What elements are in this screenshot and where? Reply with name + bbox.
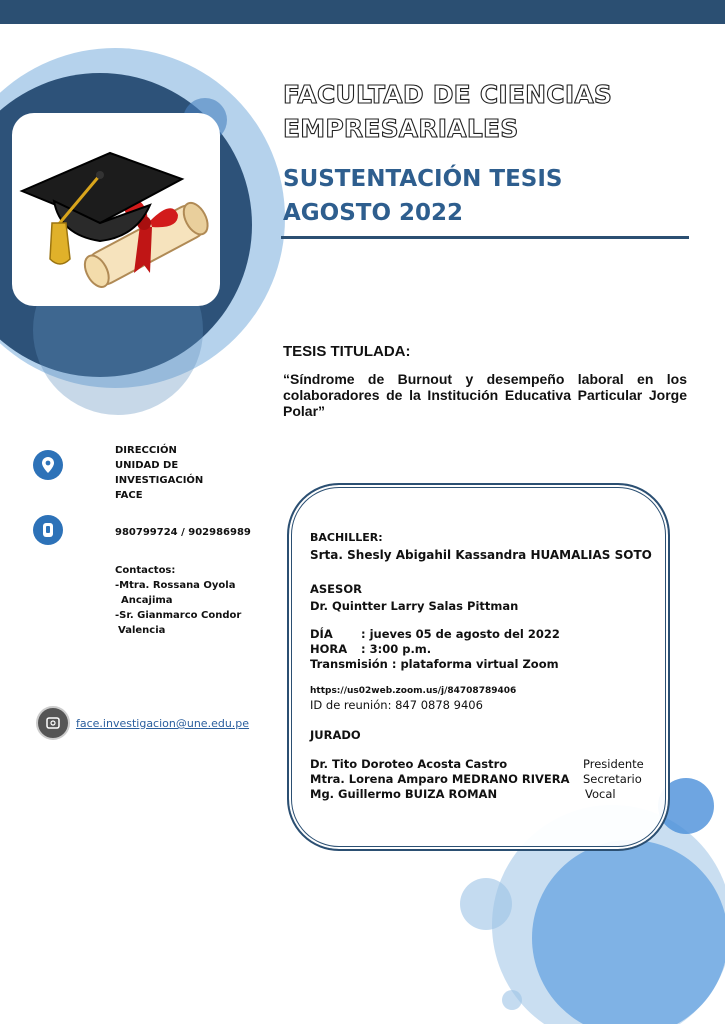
asesor-label: ASESOR (310, 582, 362, 596)
email-link[interactable]: face.investigacion@une.edu.pe (76, 717, 250, 730)
faculty-title (283, 78, 612, 146)
contact-line: Ancajima (121, 595, 173, 606)
event-title-line1: SUSTENTACIÓN TESIS (283, 166, 563, 192)
thesis-label: TESIS TITULADA: (283, 343, 411, 360)
phone-numbers: 980799724 / 902986989 (115, 527, 251, 538)
contacts-block (115, 563, 241, 638)
meeting-id: ID de reunión: 847 0878 9406 (310, 698, 483, 712)
dia-label: DÍA (310, 627, 333, 641)
asesor-name: Dr. Quintter Larry Salas Pittman (310, 599, 519, 613)
bachiller-name: Srta. Shesly Abigahil Kassandra HUAMALIAS SOTO (310, 548, 652, 562)
address-block (115, 443, 203, 503)
jurado-label: JURADO (310, 728, 361, 742)
jurado-member-name: Mg. Guillermo BUIZA ROMAN (310, 787, 498, 801)
bachiller-label: BACHILLER: (310, 531, 383, 544)
jurado-member-name: Dr. Tito Doroteo Acosta Castro (310, 757, 508, 771)
address-line: INVESTIGACIÓN (115, 475, 204, 486)
jurado-member-role: Presidente (583, 757, 644, 771)
graduation-cap-icon (12, 113, 220, 306)
contacts-label: Contactos: (115, 565, 176, 576)
bg-circle-br-tiny (460, 878, 512, 930)
event-title-line2: AGOSTO 2022 (283, 200, 464, 226)
contact-line: Valencia (118, 625, 166, 636)
bg-circle-br-dot (502, 990, 522, 1010)
location-pin-icon (33, 450, 63, 480)
email-icon (36, 706, 70, 740)
jurado-member-role: Vocal (585, 787, 616, 801)
zoom-link[interactable]: https://us02web.zoom.us/j/84708789406 (310, 686, 517, 696)
dia-value: : jueves 05 de agosto del 2022 (361, 627, 560, 641)
address-line: FACE (115, 490, 143, 501)
address-line: DIRECCIÓN (115, 445, 177, 456)
contact-line: -Mtra. Rossana Oyola (115, 580, 236, 591)
contact-line: -Sr. Gianmarco Condor (115, 610, 242, 621)
hora-label: HORA (310, 642, 348, 656)
thesis-title: “Síndrome de Burnout y desempeño laboral en los colaboradores de la Institución Educativa Particular Jorge Polar” (283, 371, 687, 419)
address-line: UNIDAD DE (115, 460, 179, 471)
faculty-title-line2: EMPRESARIALES (283, 114, 519, 143)
phone-icon (33, 515, 63, 545)
graduation-image (12, 113, 220, 306)
event-title (283, 162, 563, 230)
jurado-member-role: Secretario (583, 772, 642, 786)
faculty-title-line1: FACULTAD DE CIENCIAS (283, 80, 613, 109)
transmission-info: Transmisión : plataforma virtual Zoom (310, 657, 559, 671)
jurado-member-name: Mtra. Lorena Amparo MEDRANO RIVERA (310, 772, 570, 786)
title-divider (281, 236, 689, 239)
hora-value: : 3:00 p.m. (361, 642, 432, 656)
